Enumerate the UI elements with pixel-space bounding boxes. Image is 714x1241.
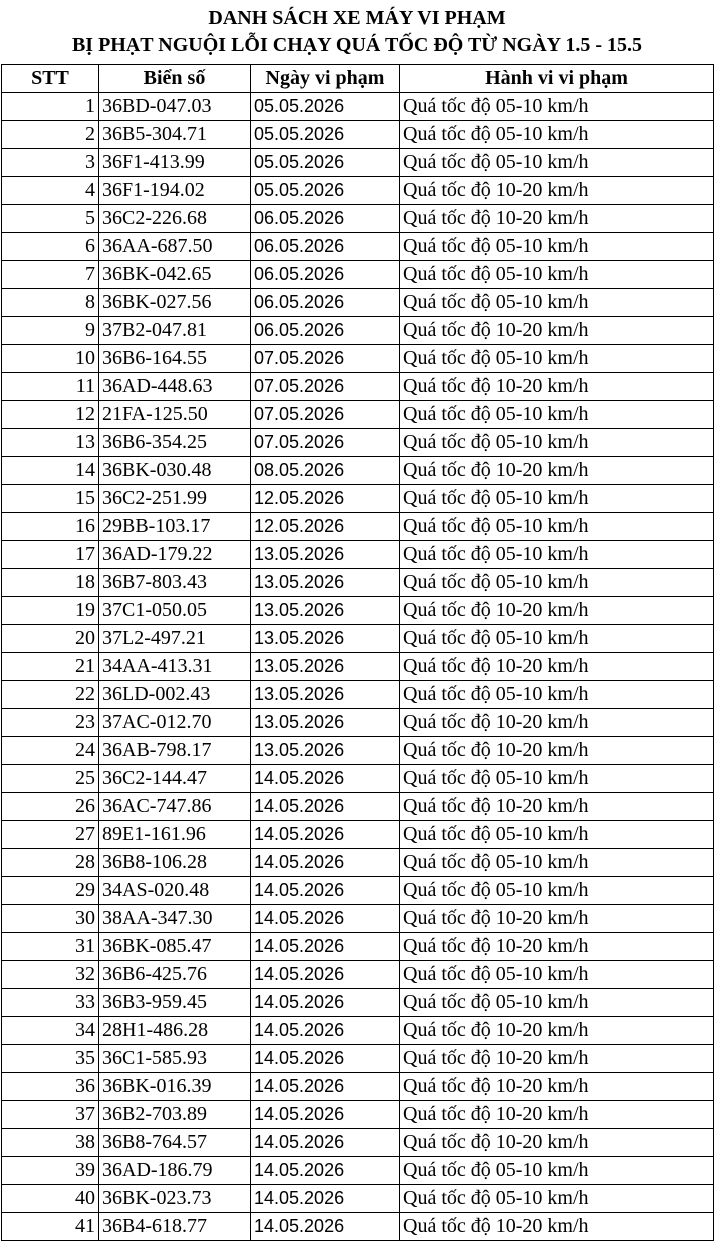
cell-plate: 89E1-161.96 <box>99 821 251 849</box>
table-row <box>2 1157 714 1185</box>
cell-stt: 35 <box>2 1045 99 1073</box>
cell-violation: Quá tốc độ 05-10 km/h <box>400 1157 714 1185</box>
cell-date: 07.05.2026 <box>251 429 400 457</box>
cell-stt: 36 <box>2 1073 99 1101</box>
cell-plate: 36AD-448.63 <box>99 373 251 401</box>
cell-stt: 12 <box>2 401 99 429</box>
cell-violation: Quá tốc độ 10-20 km/h <box>400 653 714 681</box>
cell-plate: 36B3-959.45 <box>99 989 251 1017</box>
cell-stt: 22 <box>2 681 99 709</box>
table-row <box>2 597 714 625</box>
table-row <box>2 233 714 261</box>
table-row <box>2 821 714 849</box>
table-row <box>2 261 714 289</box>
table-row <box>2 289 714 317</box>
cell-violation: Quá tốc độ 05-10 km/h <box>400 681 714 709</box>
cell-date: 05.05.2026 <box>251 177 400 205</box>
cell-date: 14.05.2026 <box>251 849 400 877</box>
cell-date: 14.05.2026 <box>251 1045 400 1073</box>
cell-stt: 5 <box>2 205 99 233</box>
cell-date: 14.05.2026 <box>251 765 400 793</box>
cell-stt: 17 <box>2 541 99 569</box>
cell-violation: Quá tốc độ 10-20 km/h <box>400 317 714 345</box>
table-row <box>2 513 714 541</box>
cell-violation: Quá tốc độ 10-20 km/h <box>400 1213 714 1241</box>
cell-plate: 29BB-103.17 <box>99 513 251 541</box>
cell-stt: 6 <box>2 233 99 261</box>
cell-date: 13.05.2026 <box>251 569 400 597</box>
table-row <box>2 457 714 485</box>
cell-stt: 4 <box>2 177 99 205</box>
cell-violation: Quá tốc độ 10-20 km/h <box>400 1101 714 1129</box>
header-stt: STT <box>2 65 99 93</box>
cell-plate: 36C2-226.68 <box>99 205 251 233</box>
table-row <box>2 485 714 513</box>
cell-stt: 20 <box>2 625 99 653</box>
cell-plate: 36F1-413.99 <box>99 149 251 177</box>
cell-violation: Quá tốc độ 05-10 km/h <box>400 345 714 373</box>
document-title <box>0 0 714 64</box>
cell-plate: 36B5-304.71 <box>99 121 251 149</box>
cell-violation: Quá tốc độ 05-10 km/h <box>400 1185 714 1213</box>
cell-plate: 37C1-050.05 <box>99 597 251 625</box>
cell-stt: 1 <box>2 93 99 121</box>
cell-date: 12.05.2026 <box>251 513 400 541</box>
cell-date: 14.05.2026 <box>251 933 400 961</box>
table-row <box>2 681 714 709</box>
table-row <box>2 121 714 149</box>
cell-date: 14.05.2026 <box>251 821 400 849</box>
table-row <box>2 1101 714 1129</box>
cell-plate: 36BK-027.56 <box>99 289 251 317</box>
cell-violation: Quá tốc độ 10-20 km/h <box>400 933 714 961</box>
cell-date: 05.05.2026 <box>251 93 400 121</box>
cell-violation: Quá tốc độ 10-20 km/h <box>400 709 714 737</box>
cell-date: 06.05.2026 <box>251 261 400 289</box>
cell-stt: 24 <box>2 737 99 765</box>
cell-stt: 41 <box>2 1213 99 1241</box>
cell-date: 14.05.2026 <box>251 1157 400 1185</box>
cell-date: 14.05.2026 <box>251 1101 400 1129</box>
cell-violation: Quá tốc độ 10-20 km/h <box>400 1045 714 1073</box>
table-row <box>2 961 714 989</box>
cell-stt: 27 <box>2 821 99 849</box>
cell-plate: 37AC-012.70 <box>99 709 251 737</box>
cell-violation: Quá tốc độ 05-10 km/h <box>400 849 714 877</box>
cell-plate: 36BK-042.65 <box>99 261 251 289</box>
cell-plate: 36LD-002.43 <box>99 681 251 709</box>
cell-date: 06.05.2026 <box>251 205 400 233</box>
cell-plate: 36B7-803.43 <box>99 569 251 597</box>
cell-violation: Quá tốc độ 10-20 km/h <box>400 1073 714 1101</box>
cell-stt: 25 <box>2 765 99 793</box>
cell-stt: 7 <box>2 261 99 289</box>
cell-violation: Quá tốc độ 05-10 km/h <box>400 821 714 849</box>
header-violation: Hành vi vi phạm <box>400 65 714 93</box>
table-row <box>2 373 714 401</box>
cell-stt: 2 <box>2 121 99 149</box>
cell-date: 06.05.2026 <box>251 317 400 345</box>
cell-stt: 26 <box>2 793 99 821</box>
cell-date: 13.05.2026 <box>251 709 400 737</box>
cell-plate: 36B6-425.76 <box>99 961 251 989</box>
cell-violation: Quá tốc độ 10-20 km/h <box>400 597 714 625</box>
cell-stt: 16 <box>2 513 99 541</box>
cell-plate: 36BK-023.73 <box>99 1185 251 1213</box>
cell-plate: 36B8-764.57 <box>99 1129 251 1157</box>
cell-violation: Quá tốc độ 10-20 km/h <box>400 793 714 821</box>
cell-stt: 29 <box>2 877 99 905</box>
cell-date: 05.05.2026 <box>251 121 400 149</box>
table-header-row <box>2 65 714 93</box>
cell-date: 14.05.2026 <box>251 989 400 1017</box>
table-row <box>2 653 714 681</box>
cell-date: 13.05.2026 <box>251 625 400 653</box>
cell-stt: 23 <box>2 709 99 737</box>
cell-violation: Quá tốc độ 05-10 km/h <box>400 261 714 289</box>
cell-plate: 37B2-047.81 <box>99 317 251 345</box>
cell-stt: 18 <box>2 569 99 597</box>
cell-stt: 38 <box>2 1129 99 1157</box>
cell-violation: Quá tốc độ 05-10 km/h <box>400 289 714 317</box>
title-line-2: BỊ PHẠT NGUỘI LỖI CHẠY QUÁ TỐC ĐỘ TỪ NGÀY 1.5 - 15.5 <box>71 34 643 56</box>
cell-plate: 36BD-047.03 <box>99 93 251 121</box>
cell-plate: 36BK-016.39 <box>99 1073 251 1101</box>
table-row <box>2 989 714 1017</box>
cell-stt: 39 <box>2 1157 99 1185</box>
table-row <box>2 737 714 765</box>
table-row <box>2 1017 714 1045</box>
cell-date: 13.05.2026 <box>251 541 400 569</box>
table-row <box>2 1185 714 1213</box>
table-row <box>2 793 714 821</box>
table-row <box>2 149 714 177</box>
cell-date: 14.05.2026 <box>251 1073 400 1101</box>
cell-plate: 37L2-497.21 <box>99 625 251 653</box>
cell-plate: 36C1-585.93 <box>99 1045 251 1073</box>
cell-plate: 36B4-618.77 <box>99 1213 251 1241</box>
cell-plate: 36AD-179.22 <box>99 541 251 569</box>
cell-violation: Quá tốc độ 05-10 km/h <box>400 877 714 905</box>
cell-date: 12.05.2026 <box>251 485 400 513</box>
cell-violation: Quá tốc độ 10-20 km/h <box>400 177 714 205</box>
cell-plate: 36B2-703.89 <box>99 1101 251 1129</box>
cell-violation: Quá tốc độ 05-10 km/h <box>400 569 714 597</box>
cell-date: 14.05.2026 <box>251 1129 400 1157</box>
cell-date: 06.05.2026 <box>251 233 400 261</box>
cell-date: 05.05.2026 <box>251 149 400 177</box>
header-plate: Biển số <box>99 65 251 93</box>
cell-date: 14.05.2026 <box>251 1185 400 1213</box>
cell-date: 14.05.2026 <box>251 877 400 905</box>
cell-violation: Quá tốc độ 10-20 km/h <box>400 1017 714 1045</box>
cell-stt: 9 <box>2 317 99 345</box>
cell-stt: 30 <box>2 905 99 933</box>
table-row <box>2 1213 714 1241</box>
cell-date: 14.05.2026 <box>251 961 400 989</box>
cell-stt: 34 <box>2 1017 99 1045</box>
header-date: Ngày vi phạm <box>251 65 400 93</box>
cell-violation: Quá tốc độ 05-10 km/h <box>400 961 714 989</box>
table-row <box>2 877 714 905</box>
table-row <box>2 1045 714 1073</box>
cell-violation: Quá tốc độ 05-10 km/h <box>400 149 714 177</box>
cell-plate: 21FA-125.50 <box>99 401 251 429</box>
table-row <box>2 401 714 429</box>
cell-stt: 19 <box>2 597 99 625</box>
table-row <box>2 541 714 569</box>
cell-plate: 36B8-106.28 <box>99 849 251 877</box>
cell-violation: Quá tốc độ 05-10 km/h <box>400 513 714 541</box>
cell-date: 06.05.2026 <box>251 289 400 317</box>
table-row <box>2 933 714 961</box>
table-row <box>2 205 714 233</box>
cell-violation: Quá tốc độ 05-10 km/h <box>400 765 714 793</box>
cell-date: 08.05.2026 <box>251 457 400 485</box>
table-row <box>2 345 714 373</box>
cell-plate: 34AS-020.48 <box>99 877 251 905</box>
table-body <box>2 93 714 1241</box>
table-row <box>2 1073 714 1101</box>
cell-plate: 34AA-413.31 <box>99 653 251 681</box>
cell-date: 14.05.2026 <box>251 793 400 821</box>
cell-stt: 8 <box>2 289 99 317</box>
table-row <box>2 625 714 653</box>
cell-violation: Quá tốc độ 10-20 km/h <box>400 373 714 401</box>
cell-date: 07.05.2026 <box>251 373 400 401</box>
cell-violation: Quá tốc độ 05-10 km/h <box>400 625 714 653</box>
cell-stt: 10 <box>2 345 99 373</box>
cell-plate: 36BK-085.47 <box>99 933 251 961</box>
cell-stt: 11 <box>2 373 99 401</box>
cell-date: 14.05.2026 <box>251 1017 400 1045</box>
cell-violation: Quá tốc độ 05-10 km/h <box>400 93 714 121</box>
cell-stt: 33 <box>2 989 99 1017</box>
table-row <box>2 765 714 793</box>
cell-violation: Quá tốc độ 10-20 km/h <box>400 737 714 765</box>
cell-stt: 31 <box>2 933 99 961</box>
cell-plate: 36B6-164.55 <box>99 345 251 373</box>
cell-stt: 13 <box>2 429 99 457</box>
table-row <box>2 177 714 205</box>
cell-plate: 36B6-354.25 <box>99 429 251 457</box>
cell-date: 13.05.2026 <box>251 653 400 681</box>
cell-plate: 28H1-486.28 <box>99 1017 251 1045</box>
cell-violation: Quá tốc độ 10-20 km/h <box>400 457 714 485</box>
cell-stt: 15 <box>2 485 99 513</box>
cell-plate: 36AA-687.50 <box>99 233 251 261</box>
cell-stt: 14 <box>2 457 99 485</box>
cell-stt: 32 <box>2 961 99 989</box>
cell-date: 13.05.2026 <box>251 597 400 625</box>
table-row <box>2 93 714 121</box>
cell-date: 14.05.2026 <box>251 905 400 933</box>
table-row <box>2 905 714 933</box>
cell-plate: 36F1-194.02 <box>99 177 251 205</box>
table-row <box>2 709 714 737</box>
cell-violation: Quá tốc độ 10-20 km/h <box>400 205 714 233</box>
cell-plate: 36C2-144.47 <box>99 765 251 793</box>
cell-stt: 37 <box>2 1101 99 1129</box>
violations-table <box>1 64 714 1241</box>
cell-violation: Quá tốc độ 05-10 km/h <box>400 429 714 457</box>
cell-date: 07.05.2026 <box>251 401 400 429</box>
cell-violation: Quá tốc độ 05-10 km/h <box>400 541 714 569</box>
cell-plate: 36AC-747.86 <box>99 793 251 821</box>
cell-violation: Quá tốc độ 10-20 km/h <box>400 1129 714 1157</box>
cell-plate: 36C2-251.99 <box>99 485 251 513</box>
cell-plate: 36AB-798.17 <box>99 737 251 765</box>
table-row <box>2 569 714 597</box>
cell-stt: 40 <box>2 1185 99 1213</box>
table-row <box>2 1129 714 1157</box>
cell-stt: 21 <box>2 653 99 681</box>
cell-date: 14.05.2026 <box>251 1213 400 1241</box>
cell-date: 13.05.2026 <box>251 737 400 765</box>
cell-date: 13.05.2026 <box>251 681 400 709</box>
cell-stt: 28 <box>2 849 99 877</box>
cell-violation: Quá tốc độ 05-10 km/h <box>400 121 714 149</box>
cell-plate: 36AD-186.79 <box>99 1157 251 1185</box>
title-line-1: DANH SÁCH XE MÁY VI PHẠM <box>208 7 506 29</box>
cell-violation: Quá tốc độ 05-10 km/h <box>400 401 714 429</box>
cell-violation: Quá tốc độ 05-10 km/h <box>400 233 714 261</box>
table-row <box>2 849 714 877</box>
cell-violation: Quá tốc độ 05-10 km/h <box>400 989 714 1017</box>
cell-stt: 3 <box>2 149 99 177</box>
table-row <box>2 317 714 345</box>
table-row <box>2 429 714 457</box>
cell-violation: Quá tốc độ 10-20 km/h <box>400 905 714 933</box>
cell-violation: Quá tốc độ 05-10 km/h <box>400 485 714 513</box>
cell-plate: 36BK-030.48 <box>99 457 251 485</box>
cell-plate: 38AA-347.30 <box>99 905 251 933</box>
cell-date: 07.05.2026 <box>251 345 400 373</box>
